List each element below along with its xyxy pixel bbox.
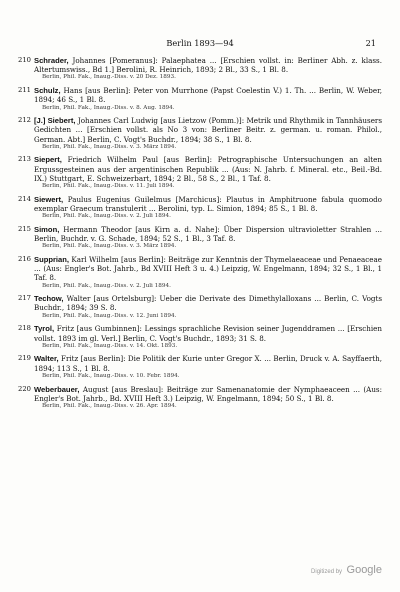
google-logo: Google <box>346 564 382 576</box>
entry-text: Hermann Theodor [aus Kirn a. d. Nahe]: Über Dispersion ultravioletter Strahlen ... Berlin, Buchdr. v. G. Schade, 1894; 52 S., 1 Bl., 3 Taf. 8. <box>34 224 382 244</box>
entry-dissertation-note: Berlin, Phil. Fak., Inaug.-Diss. v. 14. Okt. 1893. <box>42 342 178 349</box>
entry-text: Johannes Carl Ludwig [aus Lietzow (Pomm.)]: Metrik und Rhythmik in Tannhäusers Gedichten ... [Erschien vollst. als No 3 von: Berliner Beitr. z. german. u. roman. Philol., German. Abt.] Berlin, C. Vogt's Buchdr., 1894; 38 S., 1 Bl. 8. <box>34 116 383 144</box>
entry-text: Fritz [aus Gumbinnen]: Lessings sprachliche Revision seiner Jugenddramen ... [Erschien vollst. 1893 im gl. Verl.] Berlin, C. Vogt's Buchdr., 1893; 31 S. 8. <box>34 324 382 343</box>
list-item <box>18 354 382 380</box>
entry-number: 219 <box>18 354 31 363</box>
author-name: Weberbauer, <box>34 384 80 394</box>
entry-text: Paulus Eugenius Guilelmus [Marchicus]: Plautus in Amphitruone fabula quomodo exemplar Graecum transtulerit ... Berolini, typ. L. Simion, 1894; 85 S., 1 Bl. 8. <box>34 194 382 213</box>
entry-number: 215 <box>18 224 31 233</box>
list-item <box>18 255 382 290</box>
author-name: Schrader, <box>34 56 69 65</box>
author-name: Schulz, <box>34 86 61 96</box>
page-number: 21 <box>365 38 376 48</box>
entry-number: 212 <box>18 116 31 125</box>
entry-text: Johannes [Pomeranus]: Palaephatea ... [Erschien vollst. in: Berliner Abh. z. klass. Altertumswiss., Bd 1.] Berolini, R. Heinrich, 1893; 2 Bl., 33 S., 1 Bl. 8. <box>34 56 382 75</box>
author-name: Supprian, <box>34 254 70 264</box>
entry-text: Walter [aus Ortelsburg]: Ueber die Derivate des Dimethylalloxans ... Berlin, C. Vogts Buchdr., 1894; 39 S. 8. <box>34 294 382 313</box>
entry-dissertation-note: Berlin, Phil. Fak., Inaug.-Diss. v. 2. Juli 1894. <box>42 213 171 220</box>
author-name: Tyrol, <box>34 324 55 334</box>
list-item <box>18 155 382 190</box>
list-item <box>18 195 382 221</box>
entry-number: 218 <box>18 324 31 333</box>
list-item <box>18 116 382 151</box>
entry-dissertation-note: Berlin, Phil. Fak., Inaug.-Diss. v. 20 Dez. 1893. <box>42 74 176 81</box>
entry-number: 213 <box>18 155 31 164</box>
entry-dissertation-note: Berlin, Phil. Fak., Inaug.-Diss. v. 12. Juni 1894. <box>42 312 177 319</box>
entry-text: Fritz [aus Berlin]: Die Politik der Kurie unter Gregor X. ... Berlin, Druck v. A. Sayffaerth, 1894; 113 S., 1 Bl. 8. <box>34 354 382 373</box>
author-name: Simon, <box>34 224 60 234</box>
entry-dissertation-note: Berlin, Phil. Fak., Inaug.-Diss. v. 3. März 1894. <box>42 243 177 250</box>
entry-dissertation-note: Berlin, Phil. Fak., Inaug.-Diss. v. 3. März 1894. <box>42 143 177 150</box>
entry-list <box>18 56 382 415</box>
entry-text: Friedrich Wilhelm Paul [aus Berlin]: Petrographische Untersuchungen an alten Ergussgesteinen aus der argentinischen Republik ... (Aus: N. Jahrb. f. Mineral. etc., Beil.-Bd. IX.) Stuttgart, E. Schweizerbart, 1894; 2 Bl., 58 S., 2 Bl., 1 Taf. 8. <box>34 155 382 183</box>
author-name: Siewert, <box>34 194 64 204</box>
list-item <box>18 324 382 350</box>
entry-text: August [aus Breslau]: Beiträge zur Samenanatomie der Nymphaeaceen ... (Aus: Engler's Bot. Jahrb., Bd. XVIII Heft 3.) Leipzig, W. Engelmann, 1894; 50 S., 1 Bl. 8. <box>34 384 382 403</box>
list-item <box>18 56 382 82</box>
entry-number: 210 <box>18 56 31 64</box>
entry-number: 220 <box>18 384 31 393</box>
entry-number: 216 <box>18 254 31 263</box>
running-title: Berlin 1893—94 <box>166 38 234 48</box>
entry-dissertation-note: Berlin, Phil. Fak., Inaug.-Diss. v. 11. Juli 1894. <box>42 183 175 190</box>
page-header <box>20 38 380 50</box>
entry-text: Karl Wilhelm [aus Berlin]: Beiträge zur Kenntnis der Thymelaeaceae und Penaeaceae ... (Aus: Engler's Bot. Jahrb., Bd XVIII Heft 3 u. 4.) Leipzig, W. Engelmann, 1894; 32 S., 1 Bl., 1 Taf. 8. <box>34 254 382 283</box>
list-item <box>18 294 382 320</box>
entry-dissertation-note: Berlin, Phil. Fak., Inaug.-Diss. v. 10. Febr. 1894. <box>42 372 180 379</box>
entry-number: 217 <box>18 294 31 303</box>
entry-number: 214 <box>18 194 31 203</box>
list-item <box>18 86 382 112</box>
list-item <box>18 225 382 251</box>
author-name: Siepert, <box>34 155 62 165</box>
author-name: [J.] Siebert, <box>34 116 76 126</box>
list-item <box>18 385 382 411</box>
entry-text: Hans [aus Berlin]: Peter von Murrhone (Papst Coelestin V.) 1. Th. ... Berlin, W. Weber, 1894; 46 S., 1 Bl. 8. <box>34 86 382 105</box>
entry-number: 211 <box>18 86 31 95</box>
entry-dissertation-note: Berlin, Phil. Fak., Inaug.-Diss. v. 26. Apr. 1894. <box>42 402 177 409</box>
digitized-by-google-watermark <box>311 560 382 578</box>
author-name: Techow, <box>34 294 64 304</box>
watermark-prefix: Digitized by <box>311 569 343 575</box>
entry-dissertation-note: Berlin, Phil. Fak., Inaug.-Diss. v. 2. Juli 1894. <box>42 282 171 289</box>
entry-dissertation-note: Berlin, Phil. Fak., Inaug.-Diss. v. 8. Aug. 1894. <box>42 104 175 111</box>
author-name: Walter, <box>34 354 59 364</box>
